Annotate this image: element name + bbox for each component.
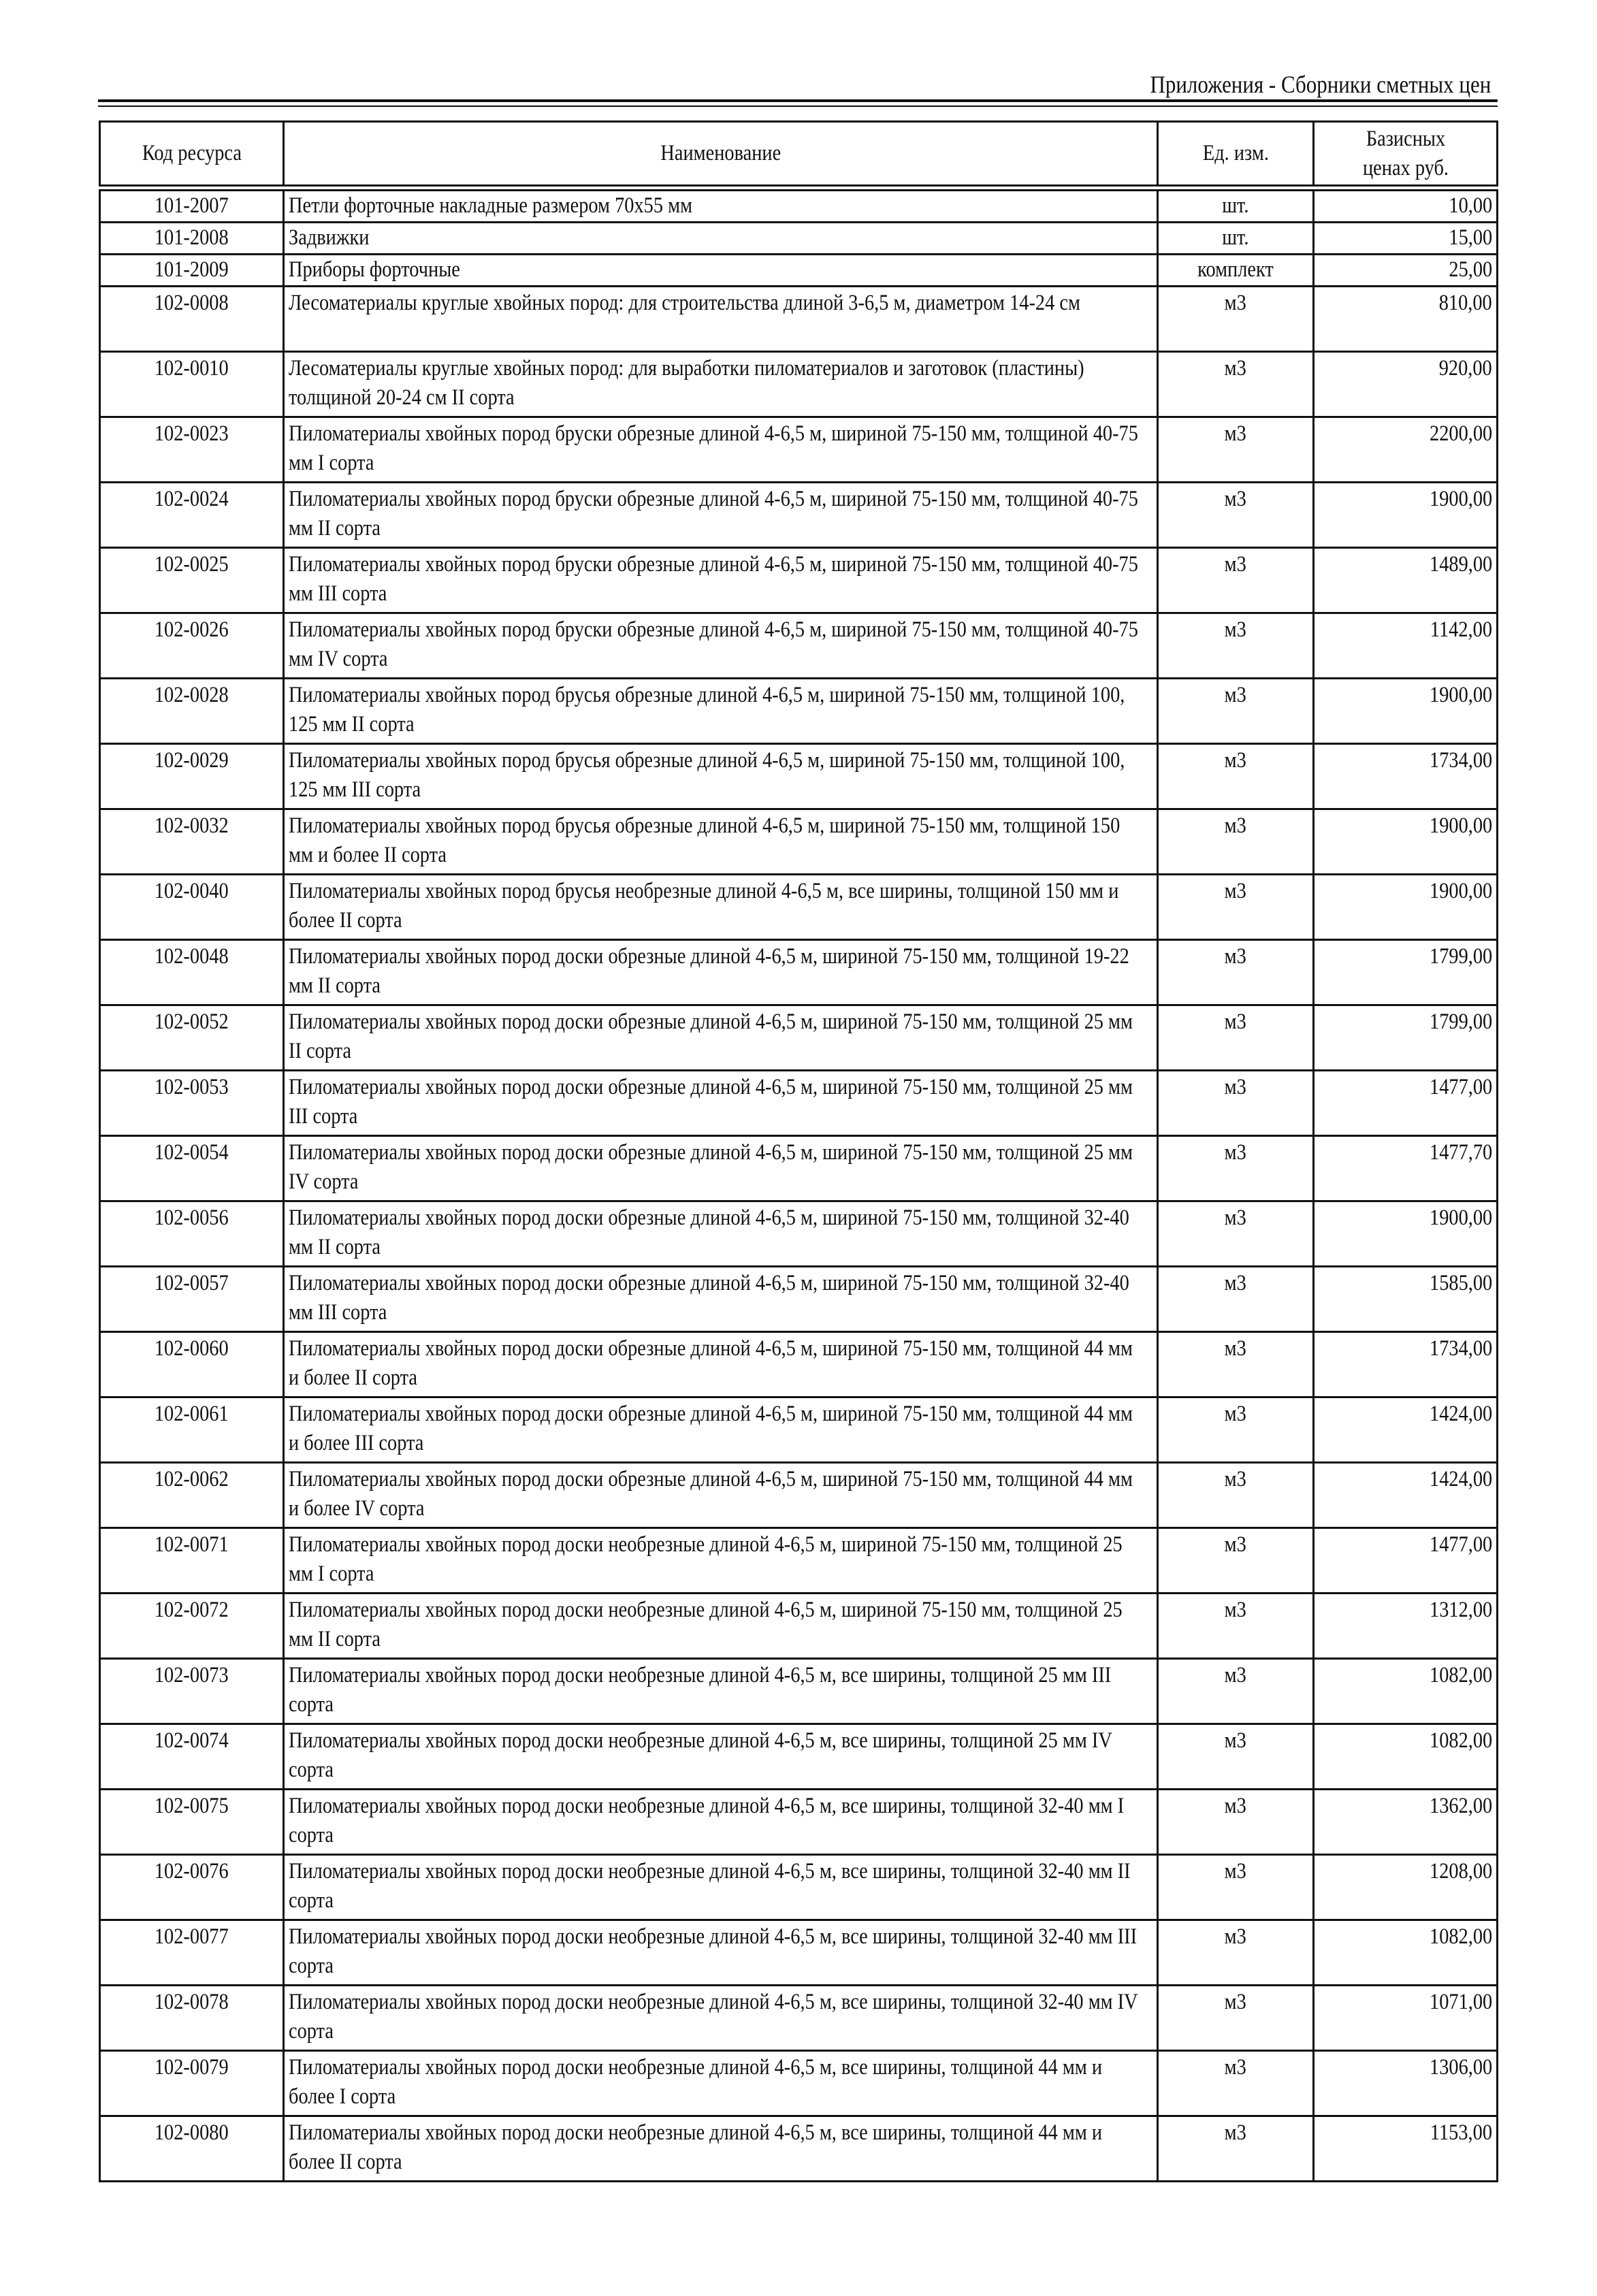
table-row <box>100 940 1498 1005</box>
unit-cell-text: шт. <box>1222 225 1249 250</box>
price-cell <box>1314 287 1498 352</box>
unit-cell <box>1158 1267 1314 1332</box>
table-row <box>100 1071 1498 1136</box>
resource-name-cell <box>284 223 1158 255</box>
resource-name-cell-text: Пиломатериалы хвойных пород доски обрезные длиной 4-6,5 м, шириной 75-150 мм, толщиной 44 мм и более II сорта <box>289 1336 1133 1390</box>
unit-cell <box>1158 2116 1314 2182</box>
price-cell-text: 1477,00 <box>1429 1075 1492 1099</box>
unit-cell <box>1158 483 1314 548</box>
resource-name-cell-text: Пиломатериалы хвойных пород бруски обрезные длиной 4-6,5 м, шириной 75-150 мм, толщиной 40-75 мм IV сорта <box>289 617 1138 671</box>
table-row <box>100 809 1498 875</box>
resource-code-cell <box>100 417 284 483</box>
resource-name-cell-text: Пиломатериалы хвойных пород доски необрезные длиной 4-6,5 м, все ширины, толщиной 32-40 мм I сорта <box>289 1794 1125 1847</box>
table-row <box>100 223 1498 255</box>
unit-cell-text: м3 <box>1224 2055 1247 2080</box>
unit-cell <box>1158 1659 1314 1724</box>
resource-name-cell <box>284 679 1158 744</box>
resource-name-cell-text: Пиломатериалы хвойных пород доски необрезные длиной 4-6,5 м, шириной 75-150 мм, толщиной 25 мм II сорта <box>289 1598 1123 1651</box>
resource-name-cell-text: Пиломатериалы хвойных пород доски необрезные длиной 4-6,5 м, все ширины, толщиной 32-40 мм II сорта <box>289 1859 1131 1913</box>
unit-cell-text: м3 <box>1224 356 1247 381</box>
table-row <box>100 1267 1498 1332</box>
resource-code-cell-text: 102-0054 <box>155 1140 229 1165</box>
resource-name-cell-text: Лесоматериалы круглые хвойных пород: для выработки пиломатериалов и заготовок (пластины) толщиной 20-24 см II сорта <box>289 356 1084 410</box>
unit-cell <box>1158 1136 1314 1201</box>
price-cell <box>1314 1005 1498 1071</box>
resource-code-cell-text: 102-0072 <box>155 1598 229 1622</box>
resource-code-cell-text: 102-0029 <box>155 748 229 773</box>
table-row <box>100 1920 1498 1986</box>
table-row <box>100 1201 1498 1267</box>
resource-name-cell-text: Пиломатериалы хвойных пород доски обрезные длиной 4-6,5 м, шириной 75-150 мм, толщиной 25 мм II сорта <box>289 1009 1133 1063</box>
price-cell <box>1314 255 1498 287</box>
resource-name-cell-text: Пиломатериалы хвойных пород доски обрезные длиной 4-6,5 м, шириной 75-150 мм, толщиной 32-40 мм II сорта <box>289 1206 1129 1259</box>
resource-code-cell <box>100 1005 284 1071</box>
price-cell <box>1314 1136 1498 1201</box>
resource-name-cell <box>284 2051 1158 2116</box>
price-cell <box>1314 352 1498 417</box>
table-row <box>100 287 1498 352</box>
price-cell <box>1314 2051 1498 2116</box>
resource-name-cell <box>284 1986 1158 2051</box>
unit-cell <box>1158 809 1314 875</box>
unit-cell-text: м3 <box>1224 1990 1247 2014</box>
unit-cell-text: м3 <box>1224 552 1247 577</box>
resource-code-cell-text: 102-0061 <box>155 1402 229 1426</box>
resource-code-cell <box>100 1267 284 1332</box>
price-cell <box>1314 2116 1498 2182</box>
price-cell-text: 1900,00 <box>1429 487 1492 511</box>
unit-cell <box>1158 940 1314 1005</box>
unit-cell <box>1158 1005 1314 1071</box>
price-cell <box>1314 1332 1498 1397</box>
unit-cell-text: м3 <box>1224 1728 1247 1753</box>
resource-code-cell <box>100 1332 284 1397</box>
resource-name-cell <box>284 483 1158 548</box>
resource-name-cell <box>284 1463 1158 1528</box>
resource-code-cell <box>100 2116 284 2182</box>
unit-cell <box>1158 1790 1314 1855</box>
column-header-name: Наименование <box>284 122 1158 189</box>
price-cell-text: 10,00 <box>1449 193 1492 218</box>
resource-code-cell <box>100 940 284 1005</box>
unit-cell-text: м3 <box>1224 291 1247 315</box>
resource-name-cell-text: Пиломатериалы хвойных пород доски обрезные длиной 4-6,5 м, шириной 75-150 мм, толщиной 19-22 мм II сорта <box>289 944 1129 998</box>
unit-cell <box>1158 1855 1314 1920</box>
price-cell-text: 1900,00 <box>1429 683 1492 707</box>
unit-cell-text: шт. <box>1222 193 1249 218</box>
resource-code-cell <box>100 1855 284 1920</box>
resource-code-cell-text: 102-0024 <box>155 487 229 511</box>
price-cell <box>1314 809 1498 875</box>
table-row <box>100 613 1498 679</box>
resource-name-cell-text: Пиломатериалы хвойных пород доски необрезные длиной 4-6,5 м, все ширины, толщиной 32-40 мм III сорта <box>289 1924 1138 1978</box>
unit-cell-text: м3 <box>1224 617 1247 642</box>
unit-cell <box>1158 1463 1314 1528</box>
unit-cell <box>1158 875 1314 940</box>
table-header-row <box>100 122 1498 189</box>
resource-name-cell <box>284 2116 1158 2182</box>
unit-cell-text: м3 <box>1224 813 1247 838</box>
resource-code-cell <box>100 1136 284 1201</box>
resource-code-cell-text: 102-0028 <box>155 683 229 707</box>
resource-name-cell <box>284 1071 1158 1136</box>
resource-code-cell-text: 102-0071 <box>155 1532 229 1557</box>
unit-cell-text: м3 <box>1224 1402 1247 1426</box>
price-cell <box>1314 1920 1498 1986</box>
price-cell-text: 1799,00 <box>1429 944 1492 969</box>
table-row <box>100 417 1498 483</box>
resource-name-cell-text: Пиломатериалы хвойных пород бруски обрезные длиной 4-6,5 м, шириной 75-150 мм, толщиной 40-75 мм II сорта <box>289 487 1138 540</box>
resource-name-cell <box>284 287 1158 352</box>
price-cell-text: 1082,00 <box>1429 1728 1492 1753</box>
resource-name-cell-text: Пиломатериалы хвойных пород доски необрезные длиной 4-6,5 м, все ширины, толщиной 25 мм III сорта <box>289 1663 1112 1717</box>
price-cell <box>1314 1397 1498 1463</box>
table-row <box>100 1136 1498 1201</box>
price-cell-text: 1799,00 <box>1429 1009 1492 1034</box>
price-cell-text: 1306,00 <box>1429 2055 1492 2080</box>
resource-name-cell <box>284 1920 1158 1986</box>
resource-code-cell <box>100 255 284 287</box>
price-cell-text: 1734,00 <box>1429 748 1492 773</box>
table-row <box>100 1724 1498 1790</box>
resource-name-cell <box>284 1724 1158 1790</box>
unit-cell-text: м3 <box>1224 1794 1247 1818</box>
resource-code-cell <box>100 1594 284 1659</box>
table-row <box>100 188 1498 223</box>
unit-cell-text: м3 <box>1224 748 1247 773</box>
unit-cell <box>1158 613 1314 679</box>
resource-code-cell-text: 101-2009 <box>155 257 229 282</box>
unit-cell-text: комплект <box>1197 257 1274 282</box>
resource-code-cell-text: 102-0025 <box>155 552 229 577</box>
page-header <box>98 68 1491 102</box>
resource-name-cell <box>284 1267 1158 1332</box>
unit-cell <box>1158 1724 1314 1790</box>
table-row <box>100 1528 1498 1594</box>
resource-name-cell <box>284 1659 1158 1724</box>
resource-code-cell-text: 102-0032 <box>155 813 229 838</box>
price-cell <box>1314 1855 1498 1920</box>
resource-name-cell-text: Задвижки <box>289 225 370 250</box>
price-cell-text: 2200,00 <box>1429 421 1492 446</box>
price-cell-text: 1424,00 <box>1429 1467 1492 1491</box>
resource-code-cell <box>100 1397 284 1463</box>
unit-cell <box>1158 287 1314 352</box>
resource-name-cell <box>284 188 1158 223</box>
table-body <box>100 188 1498 2182</box>
price-cell <box>1314 1659 1498 1724</box>
resource-name-cell <box>284 1201 1158 1267</box>
price-cell <box>1314 548 1498 613</box>
unit-cell <box>1158 223 1314 255</box>
table-row <box>100 744 1498 809</box>
resource-name-cell-text: Приборы форточные <box>289 257 460 282</box>
price-cell-text: 1900,00 <box>1429 879 1492 903</box>
unit-cell-text: м3 <box>1224 2120 1247 2145</box>
unit-cell <box>1158 1397 1314 1463</box>
price-cell-text: 1208,00 <box>1429 1859 1492 1883</box>
price-cell <box>1314 875 1498 940</box>
resource-code-cell-text: 102-0062 <box>155 1467 229 1491</box>
price-cell <box>1314 1463 1498 1528</box>
unit-cell-text: м3 <box>1224 683 1247 707</box>
price-cell-text: 1153,00 <box>1430 2120 1492 2145</box>
unit-cell-text: м3 <box>1224 1859 1247 1883</box>
price-cell-text: 1900,00 <box>1429 1206 1492 1230</box>
unit-cell <box>1158 417 1314 483</box>
unit-cell-text: м3 <box>1224 487 1247 511</box>
resource-code-cell-text: 102-0010 <box>155 356 229 381</box>
resource-name-cell <box>284 1332 1158 1397</box>
resource-name-cell-text: Пиломатериалы хвойных пород доски обрезные длиной 4-6,5 м, шириной 75-150 мм, толщиной 44 мм и более III сорта <box>289 1402 1133 1455</box>
resource-code-cell-text: 102-0077 <box>155 1924 229 1949</box>
price-cell-text: 920,00 <box>1438 356 1492 381</box>
unit-cell-text: м3 <box>1224 1009 1247 1034</box>
price-cell-text: 1362,00 <box>1429 1794 1492 1818</box>
resource-code-cell <box>100 1920 284 1986</box>
price-cell <box>1314 1267 1498 1332</box>
resource-code-cell-text: 102-0023 <box>155 421 229 446</box>
unit-cell <box>1158 255 1314 287</box>
resource-code-cell <box>100 188 284 223</box>
resource-code-cell <box>100 613 284 679</box>
resource-code-cell <box>100 1790 284 1855</box>
price-cell-text: 1082,00 <box>1429 1663 1492 1687</box>
table-row <box>100 1855 1498 1920</box>
resource-name-cell-text: Пиломатериалы хвойных пород доски необрезные длиной 4-6,5 м, шириной 75-150 мм, толщиной 25 мм I сорта <box>289 1532 1123 1586</box>
table-row <box>100 1005 1498 1071</box>
unit-cell <box>1158 1201 1314 1267</box>
resource-name-cell-text: Пиломатериалы хвойных пород брусья обрезные длиной 4-6,5 м, шириной 75-150 мм, толщиной 100, 125 мм III сорта <box>289 748 1125 802</box>
resource-code-cell-text: 102-0008 <box>155 291 229 315</box>
resource-code-cell-text: 102-0074 <box>155 1728 229 1753</box>
resource-code-cell-text: 102-0060 <box>155 1336 229 1361</box>
price-cell <box>1314 744 1498 809</box>
resource-code-cell <box>100 809 284 875</box>
price-cell-text: 1585,00 <box>1429 1271 1492 1295</box>
unit-cell-text: м3 <box>1224 1532 1247 1557</box>
price-cell-text: 1082,00 <box>1429 1924 1492 1949</box>
table-row <box>100 2051 1498 2116</box>
table-row <box>100 1659 1498 1724</box>
resource-code-cell-text: 102-0040 <box>155 879 229 903</box>
unit-cell <box>1158 1071 1314 1136</box>
resource-name-cell <box>284 613 1158 679</box>
resource-name-cell <box>284 352 1158 417</box>
price-cell-text: 810,00 <box>1438 291 1492 315</box>
resource-code-cell <box>100 287 284 352</box>
unit-cell-text: м3 <box>1224 1075 1247 1099</box>
table-row <box>100 1463 1498 1528</box>
resource-name-cell-text: Петли форточные накладные размером 70x55 мм <box>289 193 693 218</box>
resource-code-cell-text: 102-0079 <box>155 2055 229 2080</box>
resource-name-cell <box>284 255 1158 287</box>
price-cell-text: 1489,00 <box>1429 552 1492 577</box>
price-cell <box>1314 679 1498 744</box>
resource-name-cell <box>284 744 1158 809</box>
column-header-code: Код ресурса <box>100 122 284 189</box>
resource-code-cell-text: 101-2008 <box>155 225 229 250</box>
table-row <box>100 2116 1498 2182</box>
table-row <box>100 679 1498 744</box>
resource-name-cell <box>284 1397 1158 1463</box>
header-divider <box>98 99 1498 102</box>
price-cell <box>1314 1071 1498 1136</box>
resource-name-cell <box>284 1855 1158 1920</box>
resource-code-cell <box>100 1463 284 1528</box>
resource-code-cell <box>100 679 284 744</box>
column-header-price: Базисных ценах руб. <box>1314 122 1498 189</box>
unit-cell-text: м3 <box>1224 1271 1247 1295</box>
unit-cell-text: м3 <box>1224 1467 1247 1491</box>
price-cell-text: 1424,00 <box>1429 1402 1492 1426</box>
resource-code-cell <box>100 223 284 255</box>
resource-name-cell-text: Пиломатериалы хвойных пород доски обрезные длиной 4-6,5 м, шириной 75-150 мм, толщиной 32-40 мм III сорта <box>289 1271 1129 1325</box>
resource-code-cell <box>100 1528 284 1594</box>
price-cell-text: 1071,00 <box>1429 1990 1492 2014</box>
unit-cell-text: м3 <box>1224 1663 1247 1687</box>
price-cell <box>1314 188 1498 223</box>
unit-cell <box>1158 1528 1314 1594</box>
unit-cell-text: м3 <box>1224 944 1247 969</box>
resource-name-cell-text: Лесоматериалы круглые хвойных пород: для строительства длиной 3-6,5 м, диаметром 14-24 см <box>289 291 1080 315</box>
resource-code-cell <box>100 1201 284 1267</box>
table-row <box>100 1594 1498 1659</box>
unit-cell-text: м3 <box>1224 879 1247 903</box>
resource-code-cell-text: 102-0057 <box>155 1271 229 1295</box>
price-table <box>99 120 1498 2182</box>
unit-cell <box>1158 548 1314 613</box>
resource-code-cell <box>100 2051 284 2116</box>
price-cell <box>1314 1528 1498 1594</box>
unit-cell <box>1158 744 1314 809</box>
table-row <box>100 548 1498 613</box>
resource-code-cell-text: 102-0076 <box>155 1859 229 1883</box>
table-row <box>100 875 1498 940</box>
resource-name-cell <box>284 875 1158 940</box>
price-cell-text: 1312,00 <box>1429 1598 1492 1622</box>
price-cell-text: 1900,00 <box>1429 813 1492 838</box>
resource-code-cell-text: 102-0073 <box>155 1663 229 1687</box>
resource-name-cell-text: Пиломатериалы хвойных пород брусья обрезные длиной 4-6,5 м, шириной 75-150 мм, толщиной 150 мм и более II сорта <box>289 813 1120 867</box>
resource-name-cell <box>284 1005 1158 1071</box>
resource-code-cell <box>100 1724 284 1790</box>
resource-code-cell <box>100 744 284 809</box>
price-cell <box>1314 1724 1498 1790</box>
price-cell <box>1314 613 1498 679</box>
resource-name-cell-text: Пиломатериалы хвойных пород доски обрезные длиной 4-6,5 м, шириной 75-150 мм, толщиной 44 мм и более IV сорта <box>289 1467 1133 1521</box>
resource-name-cell-text: Пиломатериалы хвойных пород доски необрезные длиной 4-6,5 м, все ширины, толщиной 44 мм и более I сорта <box>289 2055 1103 2109</box>
table-row <box>100 1397 1498 1463</box>
resource-name-cell-text: Пиломатериалы хвойных пород брусья обрезные длиной 4-6,5 м, шириной 75-150 мм, толщиной 100, 125 мм II сорта <box>289 683 1125 737</box>
resource-name-cell-text: Пиломатериалы хвойных пород бруски обрезные длиной 4-6,5 м, шириной 75-150 мм, толщиной 40-75 мм I сорта <box>289 421 1138 475</box>
resource-name-cell <box>284 1790 1158 1855</box>
resource-code-cell-text: 102-0080 <box>155 2120 229 2145</box>
table-row <box>100 483 1498 548</box>
price-cell <box>1314 1790 1498 1855</box>
resource-code-cell <box>100 1071 284 1136</box>
resource-name-cell <box>284 1528 1158 1594</box>
unit-cell <box>1158 1594 1314 1659</box>
unit-cell <box>1158 1986 1314 2051</box>
unit-cell-text: м3 <box>1224 421 1247 446</box>
resource-name-cell-text: Пиломатериалы хвойных пород брусья необрезные длиной 4-6,5 м, все ширины, толщиной 150 мм и более II сорта <box>289 879 1119 933</box>
resource-code-cell-text: 102-0026 <box>155 617 229 642</box>
unit-cell-text: м3 <box>1224 1140 1247 1165</box>
resource-name-cell-text: Пиломатериалы хвойных пород доски необрезные длиной 4-6,5 м, все ширины, толщиной 44 мм и более II сорта <box>289 2120 1103 2174</box>
resource-code-cell <box>100 352 284 417</box>
resource-code-cell-text: 102-0052 <box>155 1009 229 1034</box>
table-row <box>100 1986 1498 2051</box>
resource-code-cell-text: 102-0048 <box>155 944 229 969</box>
resource-name-cell-text: Пиломатериалы хвойных пород доски необрезные длиной 4-6,5 м, все ширины, толщиной 32-40 мм IV сорта <box>289 1990 1138 2043</box>
resource-code-cell-text: 101-2007 <box>155 193 229 218</box>
resource-code-cell-text: 102-0056 <box>155 1206 229 1230</box>
resource-name-cell-text: Пиломатериалы хвойных пород бруски обрезные длиной 4-6,5 м, шириной 75-150 мм, толщиной 40-75 мм III сорта <box>289 552 1138 606</box>
column-header-unit: Ед. изм. <box>1158 122 1314 189</box>
price-cell-text: 1477,70 <box>1429 1140 1492 1165</box>
price-cell-text: 1477,00 <box>1429 1532 1492 1557</box>
resource-name-cell <box>284 1594 1158 1659</box>
table-row <box>100 1332 1498 1397</box>
resource-name-cell <box>284 417 1158 483</box>
resource-name-cell-text: Пиломатериалы хвойных пород доски обрезные длиной 4-6,5 м, шириной 75-150 мм, толщиной 25 мм IV сорта <box>289 1140 1133 1194</box>
unit-cell-text: м3 <box>1224 1206 1247 1230</box>
unit-cell <box>1158 2051 1314 2116</box>
price-cell-text: 15,00 <box>1449 225 1492 250</box>
price-cell <box>1314 417 1498 483</box>
unit-cell-text: м3 <box>1224 1336 1247 1361</box>
unit-cell <box>1158 679 1314 744</box>
unit-cell-text: м3 <box>1224 1924 1247 1949</box>
resource-name-cell <box>284 1136 1158 1201</box>
resource-code-cell <box>100 1986 284 2051</box>
table-row <box>100 352 1498 417</box>
price-cell-text: 25,00 <box>1449 257 1492 282</box>
unit-cell-text: м3 <box>1224 1598 1247 1622</box>
price-cell <box>1314 1201 1498 1267</box>
resource-code-cell <box>100 483 284 548</box>
resource-code-cell <box>100 875 284 940</box>
resource-name-cell <box>284 940 1158 1005</box>
table-row <box>100 255 1498 287</box>
resource-code-cell <box>100 1659 284 1724</box>
resource-name-cell <box>284 809 1158 875</box>
resource-name-cell-text: Пиломатериалы хвойных пород доски обрезные длиной 4-6,5 м, шириной 75-150 мм, толщиной 25 мм III сорта <box>289 1075 1133 1129</box>
resource-name-cell <box>284 548 1158 613</box>
table-row <box>100 1790 1498 1855</box>
unit-cell <box>1158 188 1314 223</box>
price-cell <box>1314 483 1498 548</box>
resource-name-cell-text: Пиломатериалы хвойных пород доски необрезные длиной 4-6,5 м, все ширины, толщиной 25 мм IV сорта <box>289 1728 1112 1782</box>
header-divider-thin <box>98 106 1498 107</box>
resource-code-cell <box>100 548 284 613</box>
price-cell <box>1314 1594 1498 1659</box>
price-cell-text: 1142,00 <box>1430 617 1492 642</box>
unit-cell <box>1158 1920 1314 1986</box>
unit-cell <box>1158 352 1314 417</box>
page-title: Приложения - Сборники сметных цен <box>1150 71 1491 98</box>
price-cell <box>1314 223 1498 255</box>
price-cell <box>1314 940 1498 1005</box>
price-cell <box>1314 1986 1498 2051</box>
price-cell-text: 1734,00 <box>1429 1336 1492 1361</box>
resource-code-cell-text: 102-0053 <box>155 1075 229 1099</box>
resource-code-cell-text: 102-0078 <box>155 1990 229 2014</box>
unit-cell <box>1158 1332 1314 1397</box>
resource-code-cell-text: 102-0075 <box>155 1794 229 1818</box>
